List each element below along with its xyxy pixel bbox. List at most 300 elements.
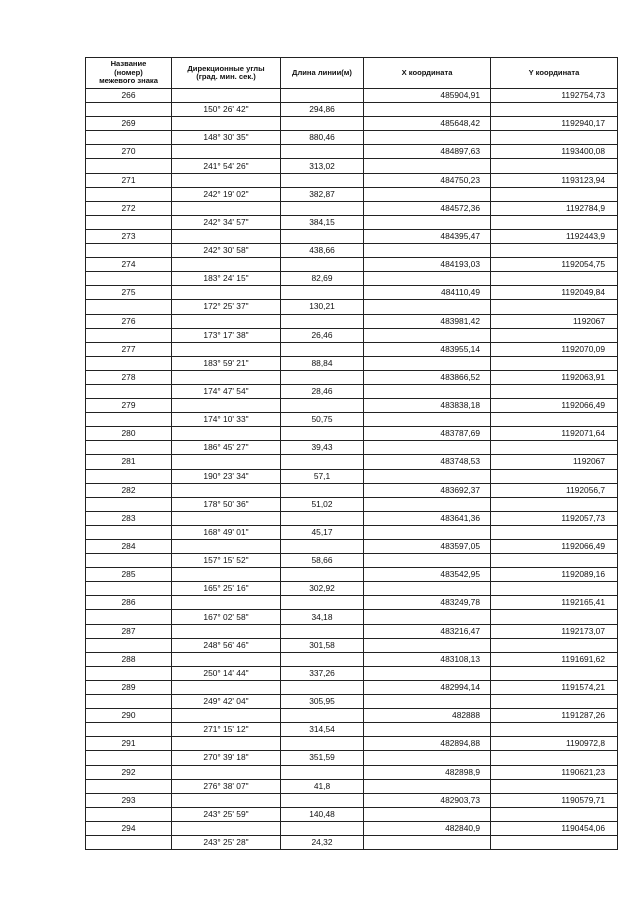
bearing-angle-cell: 174° 10' 33" (172, 413, 281, 427)
line-length-cell: 50,75 (281, 413, 364, 427)
mark-row (86, 624, 618, 638)
segment-row (86, 159, 618, 173)
segment-row (86, 300, 618, 314)
mark-row (86, 455, 618, 469)
empty-length-cell (281, 737, 364, 751)
empty-x-cell (364, 441, 491, 455)
x-coordinate-cell: 482994,14 (364, 680, 491, 694)
mark-row (86, 314, 618, 328)
empty-length-cell (281, 455, 364, 469)
x-coordinate-cell: 483955,14 (364, 342, 491, 356)
empty-angle-cell (172, 89, 281, 103)
header-row (86, 58, 618, 89)
bearing-angle-cell: 150° 26' 42" (172, 103, 281, 117)
empty-y-cell (491, 582, 618, 596)
empty-x-cell (364, 187, 491, 201)
mark-row (86, 511, 618, 525)
empty-angle-cell (172, 793, 281, 807)
y-coordinate-cell: 1190579,71 (491, 793, 618, 807)
segment-row (86, 582, 618, 596)
line-length-cell: 337,26 (281, 666, 364, 680)
segment-row (86, 554, 618, 568)
segment-row (86, 497, 618, 511)
y-coordinate-cell: 1191574,21 (491, 680, 618, 694)
empty-length-cell (281, 145, 364, 159)
empty-length-cell (281, 793, 364, 807)
y-coordinate-cell: 1192057,73 (491, 511, 618, 525)
mark-name-cell: 272 (86, 201, 172, 215)
empty-length-cell (281, 286, 364, 300)
empty-length-cell (281, 680, 364, 694)
mark-row (86, 173, 618, 187)
bearing-angle-cell: 167° 02' 58" (172, 610, 281, 624)
bearing-angle-cell: 243° 25' 59" (172, 807, 281, 821)
segment-row (86, 610, 618, 624)
empty-angle-cell (172, 173, 281, 187)
empty-length-cell (281, 89, 364, 103)
empty-x-cell (364, 666, 491, 680)
bearing-angle-cell: 248° 56' 46" (172, 638, 281, 652)
empty-y-cell (491, 384, 618, 398)
line-length-cell: 301,58 (281, 638, 364, 652)
x-coordinate-cell: 482898,9 (364, 765, 491, 779)
empty-y-cell (491, 103, 618, 117)
segment-row (86, 103, 618, 117)
segment-row (86, 807, 618, 821)
y-coordinate-cell: 1192054,75 (491, 258, 618, 272)
bearing-angle-cell: 190° 23' 34" (172, 469, 281, 483)
empty-x-cell (364, 413, 491, 427)
empty-angle-cell (172, 737, 281, 751)
empty-angle-cell (172, 229, 281, 243)
mark-name-cell: 291 (86, 737, 172, 751)
y-coordinate-cell: 1192754,73 (491, 89, 618, 103)
y-coordinate-cell: 1192071,64 (491, 427, 618, 441)
empty-angle-cell (172, 680, 281, 694)
empty-length-cell (281, 117, 364, 131)
mark-name-cell: 283 (86, 511, 172, 525)
segment-row (86, 723, 618, 737)
mark-name-cell: 275 (86, 286, 172, 300)
x-coordinate-cell: 483787,69 (364, 427, 491, 441)
empty-name-cell (86, 215, 172, 229)
bearing-angle-cell: 249° 42' 04" (172, 695, 281, 709)
empty-x-cell (364, 244, 491, 258)
line-length-cell: 438,66 (281, 244, 364, 258)
header-name-line-1: Название (110, 59, 147, 69)
y-coordinate-cell: 1192070,09 (491, 342, 618, 356)
empty-length-cell (281, 765, 364, 779)
bearing-angle-cell: 270° 39' 18" (172, 751, 281, 765)
segment-row (86, 666, 618, 680)
mark-name-cell: 280 (86, 427, 172, 441)
y-coordinate-cell: 1192066,49 (491, 399, 618, 413)
x-coordinate-cell: 484572,36 (364, 201, 491, 215)
empty-name-cell (86, 497, 172, 511)
bearing-angle-cell: 178° 50' 36" (172, 497, 281, 511)
line-length-cell: 24,32 (281, 835, 364, 849)
header-y: Y координата (491, 58, 618, 89)
empty-name-cell (86, 525, 172, 539)
empty-x-cell (364, 695, 491, 709)
segment-row (86, 525, 618, 539)
empty-x-cell (364, 525, 491, 539)
x-coordinate-cell: 485648,42 (364, 117, 491, 131)
segment-row (86, 441, 618, 455)
x-coordinate-cell: 484395,47 (364, 229, 491, 243)
empty-x-cell (364, 610, 491, 624)
mark-row (86, 596, 618, 610)
bearing-angle-cell: 242° 30' 58" (172, 244, 281, 258)
line-length-cell: 28,46 (281, 384, 364, 398)
empty-name-cell (86, 554, 172, 568)
y-coordinate-cell: 1192067 (491, 455, 618, 469)
bearing-angle-cell: 173° 17' 38" (172, 328, 281, 342)
mark-row (86, 342, 618, 356)
empty-x-cell (364, 103, 491, 117)
line-length-cell: 45,17 (281, 525, 364, 539)
bearing-angle-cell: 271° 15' 12" (172, 723, 281, 737)
empty-length-cell (281, 229, 364, 243)
empty-y-cell (491, 215, 618, 229)
empty-angle-cell (172, 258, 281, 272)
mark-row (86, 286, 618, 300)
empty-y-cell (491, 779, 618, 793)
empty-y-cell (491, 751, 618, 765)
bearing-angle-cell: 276° 38' 07" (172, 779, 281, 793)
segment-row (86, 272, 618, 286)
line-length-cell: 294,86 (281, 103, 364, 117)
mark-row (86, 427, 618, 441)
y-coordinate-cell: 1191287,26 (491, 709, 618, 723)
empty-x-cell (364, 751, 491, 765)
empty-angle-cell (172, 201, 281, 215)
line-length-cell: 57,1 (281, 469, 364, 483)
bearing-angle-cell: 242° 34' 57" (172, 215, 281, 229)
empty-name-cell (86, 131, 172, 145)
empty-x-cell (364, 582, 491, 596)
x-coordinate-cell: 482903,73 (364, 793, 491, 807)
bearing-angle-cell: 174° 47' 54" (172, 384, 281, 398)
y-coordinate-cell: 1192173,07 (491, 624, 618, 638)
mark-row (86, 540, 618, 554)
x-coordinate-cell: 483108,13 (364, 652, 491, 666)
y-coordinate-cell: 1191691,62 (491, 652, 618, 666)
empty-name-cell (86, 328, 172, 342)
empty-x-cell (364, 272, 491, 286)
empty-angle-cell (172, 399, 281, 413)
y-coordinate-cell: 1192056,7 (491, 483, 618, 497)
mark-name-cell: 273 (86, 229, 172, 243)
empty-angle-cell (172, 483, 281, 497)
empty-angle-cell (172, 427, 281, 441)
mark-name-cell: 281 (86, 455, 172, 469)
empty-x-cell (364, 384, 491, 398)
empty-y-cell (491, 638, 618, 652)
line-length-cell: 26,46 (281, 328, 364, 342)
bearing-angle-cell: 183° 24' 15" (172, 272, 281, 286)
x-coordinate-cell: 484897,63 (364, 145, 491, 159)
empty-y-cell (491, 610, 618, 624)
segment-row (86, 751, 618, 765)
empty-name-cell (86, 103, 172, 117)
x-coordinate-cell: 483597,05 (364, 540, 491, 554)
empty-angle-cell (172, 821, 281, 835)
empty-y-cell (491, 723, 618, 737)
segment-row (86, 384, 618, 398)
empty-length-cell (281, 540, 364, 554)
empty-length-cell (281, 258, 364, 272)
empty-angle-cell (172, 117, 281, 131)
mark-name-cell: 292 (86, 765, 172, 779)
bearing-angle-cell: 148° 30' 35" (172, 131, 281, 145)
empty-name-cell (86, 244, 172, 258)
bearing-angle-cell: 168° 49' 01" (172, 525, 281, 539)
table-header (86, 58, 618, 89)
x-coordinate-cell: 484193,03 (364, 258, 491, 272)
header-name-line-2: (номер) (114, 67, 143, 77)
empty-name-cell (86, 159, 172, 173)
empty-angle-cell (172, 568, 281, 582)
bearing-angle-cell: 243° 25' 28" (172, 835, 281, 849)
empty-y-cell (491, 807, 618, 821)
empty-angle-cell (172, 709, 281, 723)
empty-name-cell (86, 441, 172, 455)
mark-name-cell: 294 (86, 821, 172, 835)
mark-name-cell: 277 (86, 342, 172, 356)
empty-x-cell (364, 356, 491, 370)
segment-row (86, 356, 618, 370)
line-length-cell: 382,87 (281, 187, 364, 201)
x-coordinate-cell: 483216,47 (364, 624, 491, 638)
empty-name-cell (86, 300, 172, 314)
mark-row (86, 399, 618, 413)
line-length-cell: 34,18 (281, 610, 364, 624)
line-length-cell: 82,69 (281, 272, 364, 286)
header-angle-line-1: Дирекционные углы (187, 63, 265, 73)
empty-name-cell (86, 582, 172, 596)
line-length-cell: 39,43 (281, 441, 364, 455)
empty-name-cell (86, 638, 172, 652)
mark-row (86, 680, 618, 694)
empty-x-cell (364, 723, 491, 737)
line-length-cell: 88,84 (281, 356, 364, 370)
mark-name-cell: 279 (86, 399, 172, 413)
empty-length-cell (281, 483, 364, 497)
y-coordinate-cell: 1193400,08 (491, 145, 618, 159)
mark-name-cell: 290 (86, 709, 172, 723)
empty-y-cell (491, 666, 618, 680)
segment-row (86, 779, 618, 793)
header-angle (172, 58, 281, 89)
mark-row (86, 117, 618, 131)
mark-name-cell: 289 (86, 680, 172, 694)
empty-length-cell (281, 568, 364, 582)
empty-y-cell (491, 413, 618, 427)
document-page (85, 57, 617, 850)
empty-y-cell (491, 835, 618, 849)
empty-name-cell (86, 835, 172, 849)
empty-name-cell (86, 751, 172, 765)
bearing-angle-cell: 241° 54' 26" (172, 159, 281, 173)
empty-y-cell (491, 187, 618, 201)
empty-length-cell (281, 709, 364, 723)
bearing-angle-cell: 165° 25' 16" (172, 582, 281, 596)
empty-y-cell (491, 469, 618, 483)
empty-y-cell (491, 272, 618, 286)
x-coordinate-cell: 483692,37 (364, 483, 491, 497)
empty-x-cell (364, 215, 491, 229)
mark-row (86, 201, 618, 215)
y-coordinate-cell: 1192063,91 (491, 370, 618, 384)
line-length-cell: 41,8 (281, 779, 364, 793)
line-length-cell: 51,02 (281, 497, 364, 511)
empty-angle-cell (172, 455, 281, 469)
x-coordinate-cell: 484110,49 (364, 286, 491, 300)
x-coordinate-cell: 482888 (364, 709, 491, 723)
empty-x-cell (364, 328, 491, 342)
mark-name-cell: 284 (86, 540, 172, 554)
mark-name-cell: 269 (86, 117, 172, 131)
line-length-cell: 351,59 (281, 751, 364, 765)
empty-angle-cell (172, 596, 281, 610)
y-coordinate-cell: 1190454,06 (491, 821, 618, 835)
empty-x-cell (364, 835, 491, 849)
x-coordinate-cell: 483542,95 (364, 568, 491, 582)
empty-y-cell (491, 131, 618, 145)
segment-row (86, 215, 618, 229)
empty-length-cell (281, 399, 364, 413)
empty-length-cell (281, 511, 364, 525)
segment-row (86, 695, 618, 709)
empty-angle-cell (172, 370, 281, 384)
x-coordinate-cell: 482894,88 (364, 737, 491, 751)
y-coordinate-cell: 1192067 (491, 314, 618, 328)
mark-name-cell: 286 (86, 596, 172, 610)
y-coordinate-cell: 1192066,49 (491, 540, 618, 554)
empty-y-cell (491, 554, 618, 568)
mark-name-cell: 282 (86, 483, 172, 497)
line-length-cell: 58,66 (281, 554, 364, 568)
mark-name-cell: 287 (86, 624, 172, 638)
mark-row (86, 737, 618, 751)
mark-row (86, 229, 618, 243)
line-length-cell: 140,48 (281, 807, 364, 821)
mark-name-cell: 276 (86, 314, 172, 328)
empty-angle-cell (172, 511, 281, 525)
x-coordinate-cell: 483981,42 (364, 314, 491, 328)
empty-angle-cell (172, 540, 281, 554)
empty-length-cell (281, 370, 364, 384)
table-body (86, 89, 618, 850)
empty-x-cell (364, 131, 491, 145)
segment-row (86, 328, 618, 342)
mark-row (86, 652, 618, 666)
empty-length-cell (281, 427, 364, 441)
empty-name-cell (86, 356, 172, 370)
mark-name-cell: 288 (86, 652, 172, 666)
y-coordinate-cell: 1192089,16 (491, 568, 618, 582)
y-coordinate-cell: 1190972,8 (491, 737, 618, 751)
line-length-cell: 302,92 (281, 582, 364, 596)
header-x: X координата (364, 58, 491, 89)
mark-name-cell: 293 (86, 793, 172, 807)
empty-name-cell (86, 779, 172, 793)
empty-y-cell (491, 328, 618, 342)
header-name (86, 58, 172, 89)
empty-name-cell (86, 413, 172, 427)
empty-length-cell (281, 624, 364, 638)
x-coordinate-cell: 483249,78 (364, 596, 491, 610)
empty-name-cell (86, 469, 172, 483)
x-coordinate-cell: 483641,36 (364, 511, 491, 525)
empty-name-cell (86, 272, 172, 286)
y-coordinate-cell: 1192443,9 (491, 229, 618, 243)
mark-name-cell: 266 (86, 89, 172, 103)
line-length-cell: 880,46 (281, 131, 364, 145)
empty-name-cell (86, 187, 172, 201)
x-coordinate-cell: 483748,53 (364, 455, 491, 469)
empty-y-cell (491, 525, 618, 539)
empty-angle-cell (172, 145, 281, 159)
segment-row (86, 131, 618, 145)
bearing-angle-cell: 157° 15' 52" (172, 554, 281, 568)
boundary-marks-table (85, 57, 618, 850)
empty-x-cell (364, 779, 491, 793)
y-coordinate-cell: 1192940,17 (491, 117, 618, 131)
y-coordinate-cell: 1192784,9 (491, 201, 618, 215)
empty-y-cell (491, 300, 618, 314)
empty-angle-cell (172, 652, 281, 666)
empty-y-cell (491, 497, 618, 511)
bearing-angle-cell: 186° 45' 27" (172, 441, 281, 455)
mark-row (86, 793, 618, 807)
bearing-angle-cell: 172° 25' 37" (172, 300, 281, 314)
mark-name-cell: 278 (86, 370, 172, 384)
segment-row (86, 638, 618, 652)
mark-row (86, 370, 618, 384)
bearing-angle-cell: 250° 14' 44" (172, 666, 281, 680)
header-name-line-3: межевого знака (99, 76, 158, 86)
empty-name-cell (86, 666, 172, 680)
empty-length-cell (281, 596, 364, 610)
empty-y-cell (491, 356, 618, 370)
line-length-cell: 384,15 (281, 215, 364, 229)
segment-row (86, 244, 618, 258)
empty-name-cell (86, 723, 172, 737)
mark-row (86, 821, 618, 835)
empty-name-cell (86, 384, 172, 398)
header-length: Длина линии(м) (281, 58, 364, 89)
empty-x-cell (364, 554, 491, 568)
mark-name-cell: 285 (86, 568, 172, 582)
empty-length-cell (281, 821, 364, 835)
bearing-angle-cell: 242° 19' 02" (172, 187, 281, 201)
mark-row (86, 145, 618, 159)
line-length-cell: 313,02 (281, 159, 364, 173)
empty-length-cell (281, 652, 364, 666)
empty-length-cell (281, 201, 364, 215)
empty-length-cell (281, 314, 364, 328)
empty-name-cell (86, 695, 172, 709)
y-coordinate-cell: 1192165,41 (491, 596, 618, 610)
mark-name-cell: 274 (86, 258, 172, 272)
empty-x-cell (364, 469, 491, 483)
y-coordinate-cell: 1192049,84 (491, 286, 618, 300)
empty-angle-cell (172, 314, 281, 328)
empty-length-cell (281, 173, 364, 187)
empty-x-cell (364, 638, 491, 652)
